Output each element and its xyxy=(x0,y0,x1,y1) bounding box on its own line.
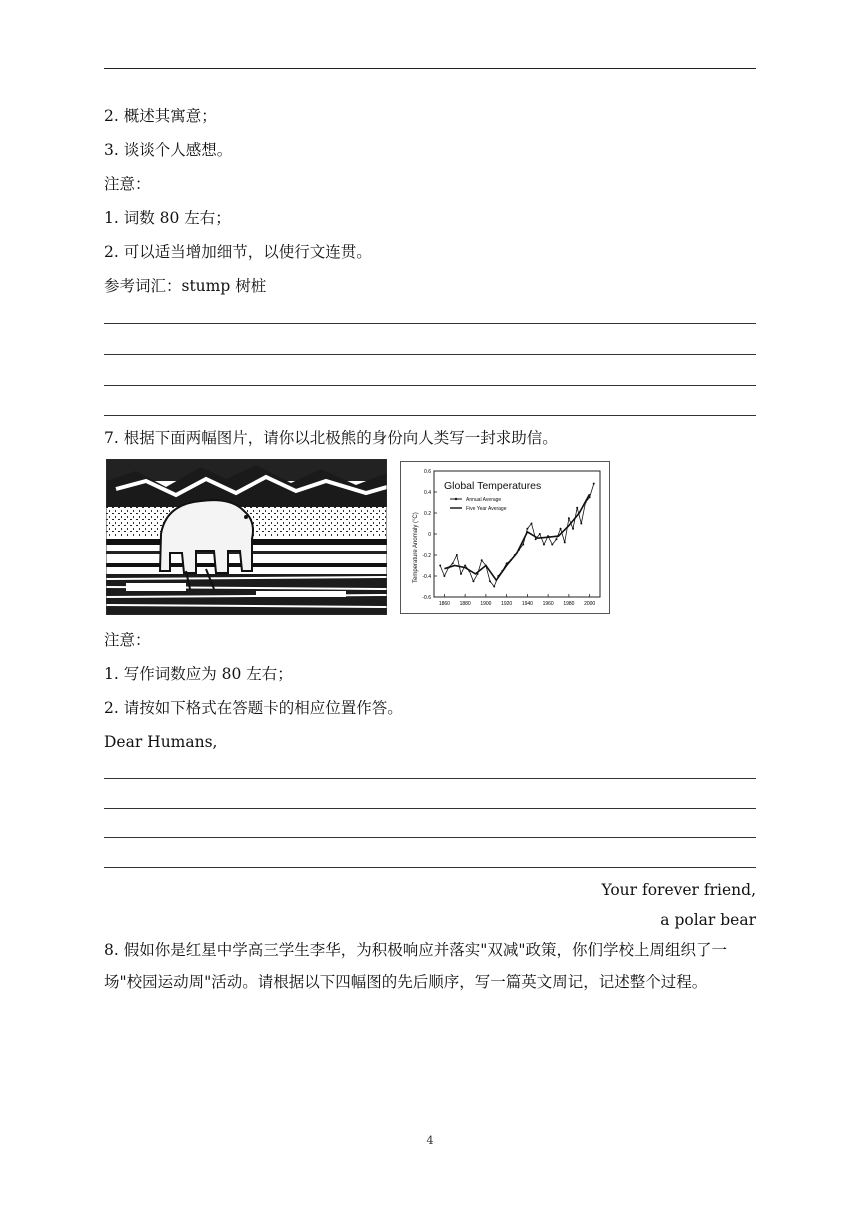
data-point xyxy=(568,517,570,519)
data-point xyxy=(472,580,474,582)
data-point xyxy=(543,544,545,546)
text-line: 1. 词数 80 左右； xyxy=(104,209,231,227)
y-tick-label: 0.4 xyxy=(424,490,431,496)
text-line: 参考词汇：stump 树桩 xyxy=(104,277,267,295)
x-tick-label: 1860 xyxy=(438,601,450,607)
data-point xyxy=(439,565,441,567)
text-line: 3. 谈谈个人感想。 xyxy=(104,141,233,159)
q7-prompt: 7. 根据下面两幅图片，请你以北极熊的身份向人类写一封求助信。 xyxy=(104,429,558,447)
polar-bear-photo xyxy=(106,459,387,615)
data-point xyxy=(460,573,462,575)
text-line: 注意： xyxy=(104,175,151,193)
data-point xyxy=(456,554,458,556)
data-point xyxy=(560,528,562,530)
x-tick-label: 1920 xyxy=(501,601,513,607)
data-point xyxy=(522,544,524,546)
q7-note-1: 1. 写作词数应为 80 左右； xyxy=(104,665,293,683)
y-tick-label: 0.2 xyxy=(424,511,431,517)
x-tick-label: 2000 xyxy=(584,601,596,607)
y-axis-label: Temperature Anomaly (°C) xyxy=(413,512,419,583)
data-point xyxy=(551,544,553,546)
q7-note-2: 2. 请按如下格式在答题卡的相应位置作答。 xyxy=(104,699,403,717)
x-tick-label: 1940 xyxy=(521,601,533,607)
x-tick-label: 1980 xyxy=(563,601,575,607)
header-rule xyxy=(104,68,756,69)
temperature-chart-svg xyxy=(400,461,610,614)
data-point xyxy=(443,575,445,577)
writing-line xyxy=(104,415,756,416)
writing-line xyxy=(104,354,756,355)
data-point xyxy=(535,538,537,540)
writing-line xyxy=(104,808,756,809)
q7-note-heading: 注意： xyxy=(104,631,151,649)
data-point xyxy=(576,507,578,509)
text-line: 2. 概述其寓意； xyxy=(104,107,217,125)
writing-line xyxy=(104,837,756,838)
data-point xyxy=(493,586,495,588)
writing-line xyxy=(104,323,756,324)
data-point xyxy=(580,523,582,525)
text-line: 2. 可以适当增加细节，以使行文连贯。 xyxy=(104,243,372,261)
letter-greeting: Dear Humans, xyxy=(104,733,218,751)
data-point xyxy=(539,533,541,535)
legend-annual-label: Annual Average xyxy=(466,497,502,503)
data-point xyxy=(564,541,566,543)
chart-title: Global Temperatures xyxy=(444,480,542,492)
temperature-chart xyxy=(400,461,610,614)
data-point xyxy=(531,523,533,525)
y-tick-label: 0.6 xyxy=(424,469,431,475)
data-point xyxy=(464,565,466,567)
writing-line xyxy=(104,778,756,779)
x-tick-label: 1960 xyxy=(542,601,554,607)
writing-line xyxy=(104,867,756,868)
x-tick-label: 1880 xyxy=(459,601,471,607)
legend-five-year-label: Five Year Average xyxy=(466,506,507,512)
page-number: 4 xyxy=(426,1134,434,1147)
letter-closing: Your forever friend, xyxy=(601,881,756,899)
data-point xyxy=(489,580,491,582)
data-point xyxy=(555,538,557,540)
data-point xyxy=(593,483,595,485)
data-point xyxy=(452,562,454,564)
x-tick-label: 1900 xyxy=(480,601,492,607)
writing-line xyxy=(104,385,756,386)
y-tick-label: -0.4 xyxy=(422,574,431,580)
letter-signature: a polar bear xyxy=(660,911,756,929)
y-tick-label: 0 xyxy=(428,532,431,538)
data-point xyxy=(526,528,528,530)
legend-annual-marker xyxy=(455,498,457,500)
y-tick-label: -0.6 xyxy=(422,595,431,601)
y-tick-label: -0.2 xyxy=(422,553,431,559)
q8-prompt: 8. 假如你是红星中学高三学生李华，为积极响应并落实"双减"政策，你们学校上周组织了一场"校园运动周"活动。请根据以下四幅图的先后顺序，写一篇英文周记，记述整个过程。 xyxy=(104,941,727,991)
data-point xyxy=(572,528,574,530)
data-point xyxy=(481,559,483,561)
